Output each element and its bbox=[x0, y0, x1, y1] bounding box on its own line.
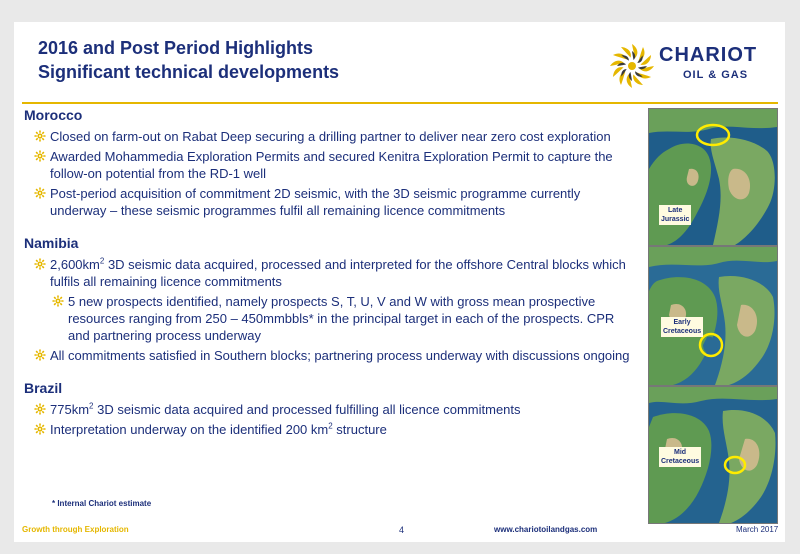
map-late-jurassic bbox=[648, 108, 778, 246]
superscript: 2 bbox=[99, 256, 105, 266]
section-namibia bbox=[24, 234, 630, 364]
page-number: 4 bbox=[399, 525, 405, 535]
sun-icon bbox=[34, 187, 46, 199]
section-morocco bbox=[24, 106, 630, 219]
bullet-text: Closed on farm-out on Rabat Deep securing a drilling partner to deliver near zero cost exploration bbox=[50, 129, 611, 144]
list-item bbox=[24, 256, 630, 290]
header-divider bbox=[22, 102, 778, 104]
list-item bbox=[24, 148, 630, 182]
list-item bbox=[24, 347, 630, 364]
bullet-text-end: 3D seismic data acquired, processed and interpreted for the offshore Central blocks which fulfils all remaining licence commitments bbox=[50, 257, 626, 289]
sun-icon bbox=[34, 423, 46, 435]
bullet-text: 5 new prospects identified, namely prospects S, T, U, V and W with gross mean prospective resources ranging from 250 – 450mmbbls* in the principal target in each of the prospects. CPR and partnering process underway bbox=[68, 294, 615, 343]
map-label: Late Jurassic bbox=[661, 207, 690, 223]
bullet-text-start: Interpretation underway on the identified 200 km bbox=[50, 422, 329, 437]
slide bbox=[14, 22, 785, 542]
list-item bbox=[24, 401, 630, 418]
sun-icon bbox=[34, 349, 46, 361]
map-label: Early Cretaceous bbox=[663, 319, 702, 335]
logo-name: CHARIOT bbox=[659, 44, 758, 66]
bullet-text-end: 3D seismic data acquired and processed fulfilling all licence commitments bbox=[93, 402, 521, 417]
chariot-logo bbox=[608, 38, 774, 98]
sun-icon bbox=[52, 295, 64, 307]
paleogeographic-map-image bbox=[649, 247, 777, 385]
bullet-text: Post-period acquisition of commitment 2D seismic, with the 3D seismic programme currently underway – these seismic programmes fulfil all remaining licence commitments bbox=[50, 186, 581, 218]
bullet-text: Awarded Mohammedia Exploration Permits and secured Kenitra Exploration Permit to capture the follow-on potential from the RD-1 well bbox=[50, 149, 613, 181]
footer-tagline: Growth through Exploration bbox=[22, 525, 129, 534]
list-item bbox=[24, 421, 630, 438]
sun-icon bbox=[34, 258, 46, 270]
map-mid-cretaceous bbox=[648, 386, 778, 524]
sun-icon bbox=[34, 403, 46, 415]
slide-title: 2016 and Post Period Highlights bbox=[38, 38, 314, 58]
sub-list-item bbox=[24, 293, 630, 344]
sunburst-logo-icon bbox=[608, 42, 656, 90]
list-item bbox=[24, 128, 630, 145]
section-title: Namibia bbox=[24, 235, 79, 251]
section-brazil bbox=[24, 379, 630, 438]
sun-icon bbox=[34, 130, 46, 142]
bullet-text-end: structure bbox=[332, 422, 387, 437]
website-link[interactable]: www.chariotoilandgas.com bbox=[494, 525, 598, 534]
footer-date: March 2017 bbox=[736, 525, 779, 534]
bullet-text-start: 2,600km bbox=[50, 257, 100, 272]
bullet-text: All commitments satisfied in Southern blocks; partnering process underway with discussions ongoing bbox=[50, 348, 630, 363]
superscript: 2 bbox=[328, 421, 333, 431]
list-item bbox=[24, 185, 630, 219]
map-label: Mid Cretaceous bbox=[661, 449, 700, 465]
slide-subtitle: Significant technical developments bbox=[38, 62, 340, 82]
bullet-text-start: 775km bbox=[50, 402, 90, 417]
sun-icon bbox=[34, 150, 46, 162]
logo-subtitle: OIL & GAS bbox=[683, 69, 749, 81]
superscript: 2 bbox=[89, 401, 94, 411]
map-early-cretaceous bbox=[648, 246, 778, 386]
highlights-content bbox=[24, 106, 630, 441]
section-title: Brazil bbox=[24, 380, 63, 396]
footnote: * Internal Chariot estimate bbox=[52, 499, 152, 508]
section-title: Morocco bbox=[24, 107, 83, 123]
